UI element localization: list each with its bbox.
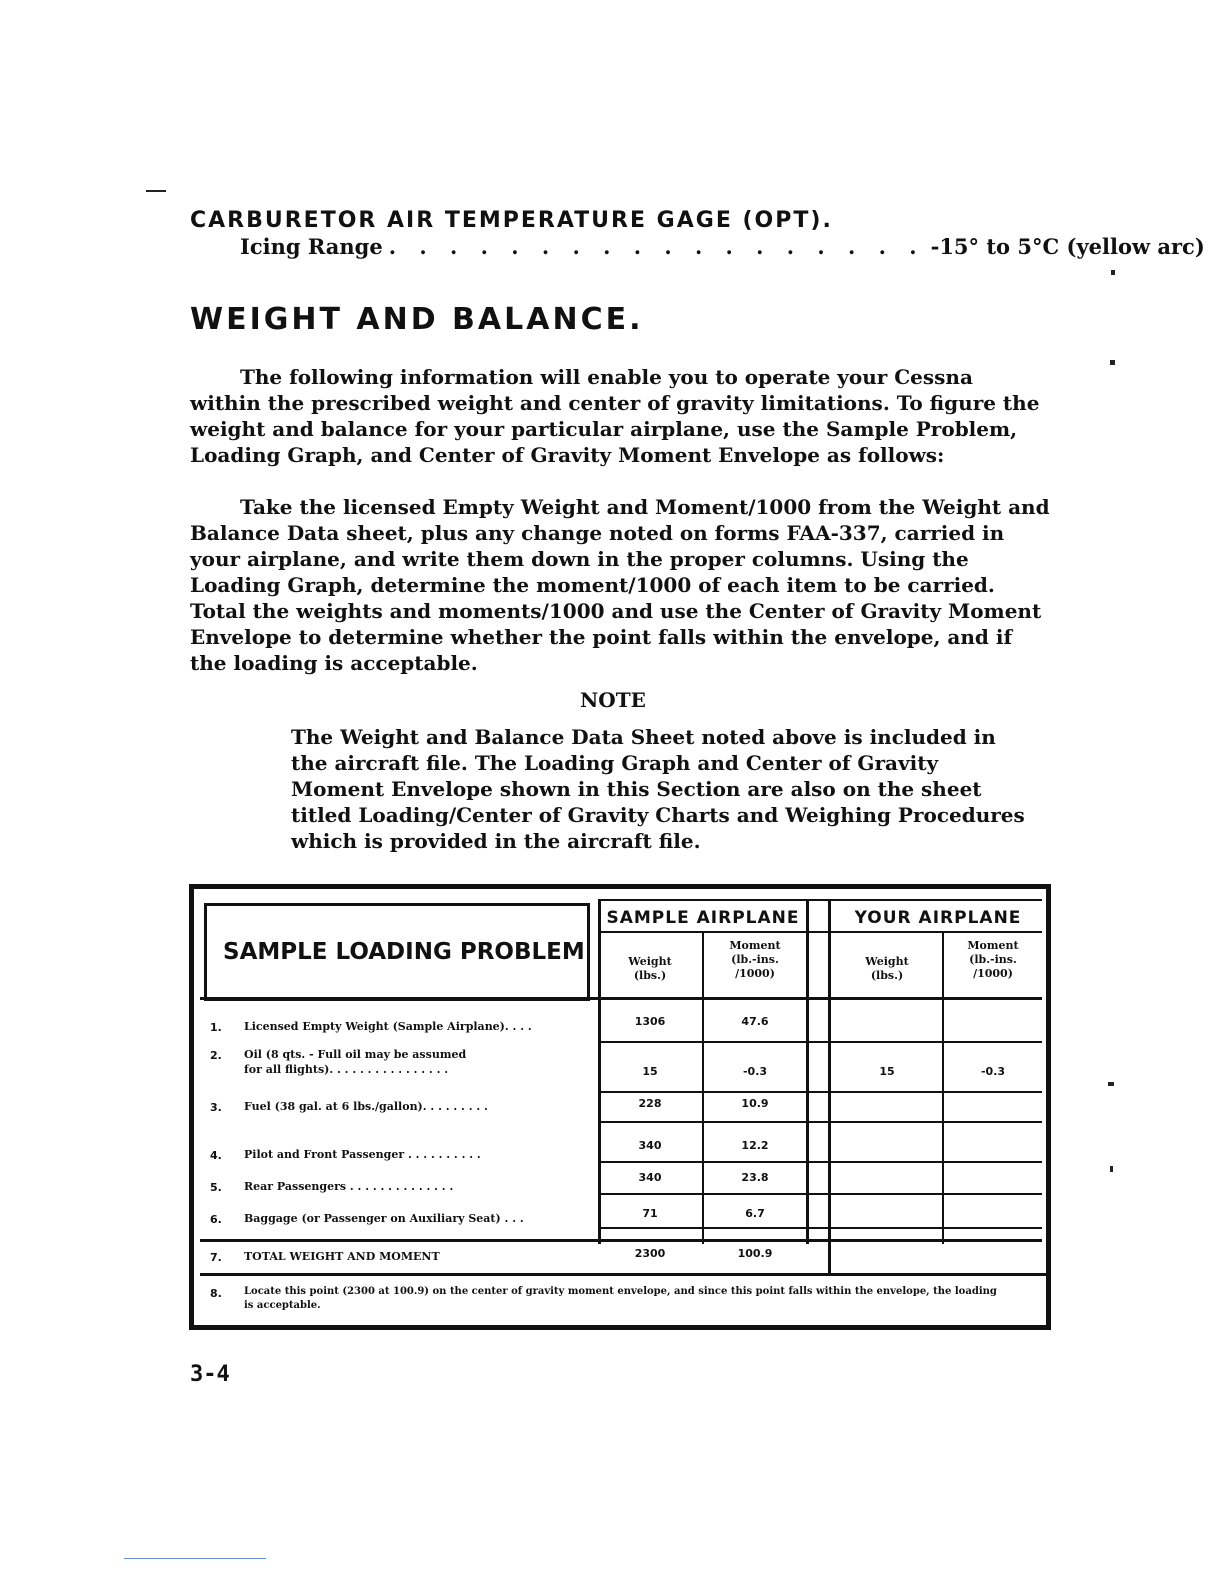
your-weight-head: Weight (lbs.) — [865, 955, 909, 982]
row-label: Pilot and Front Passenger . . . . . . . . . . — [244, 1148, 481, 1161]
sample-weight-cell: 228 — [638, 1097, 662, 1110]
margin-mark — [1110, 360, 1115, 365]
your-airplane-header: YOUR AIRPLANE — [854, 908, 1022, 928]
row-number: 7. — [210, 1251, 222, 1264]
sample-loading-table — [189, 884, 1051, 1330]
row-label: Rear Passengers . . . . . . . . . . . . . . — [244, 1180, 454, 1193]
margin-mark — [1110, 1166, 1113, 1172]
row-number: 2. — [210, 1049, 222, 1062]
sample-moment-cell: 10.9 — [741, 1097, 769, 1110]
sample-moment-cell: 6.7 — [745, 1207, 765, 1220]
row-number: 8. — [210, 1287, 222, 1300]
sample-airplane-header: SAMPLE AIRPLANE — [606, 908, 800, 928]
intro-paragraph: The following information will enable you to operate your Cessna within the prescribed weight and center of gravity limitations. To figure the weight and balance for your particular airplane, use the Sample Problem, Loading Graph, and Center of Gravity Moment Envelope as follows: — [190, 365, 1040, 467]
note-body: The Weight and Balance Data Sheet noted above is included in the aircraft file. The Loading Graph and Center of Gravity Moment Envelope shown in this Section are also on the sheet titled Loading/Center of Gravity Charts and Weighing Procedures which is provided in the aircraft file. — [291, 725, 1025, 853]
sample-weight-cell: 71 — [642, 1207, 658, 1220]
sample-weight-cell: 340 — [638, 1139, 662, 1152]
total-moment-cell: 100.9 — [737, 1247, 773, 1260]
note-title: NOTE — [580, 688, 646, 712]
row-label: Licensed Empty Weight (Sample Airplane). . . . — [244, 1020, 532, 1033]
icing-label: Icing Range — [240, 234, 383, 259]
row-label: Fuel (38 gal. at 6 lbs./gallon). . . . . . . . . — [244, 1100, 488, 1113]
sample-weight-cell: 340 — [638, 1171, 662, 1184]
margin-mark — [1108, 1082, 1114, 1086]
total-weight-cell: 2300 — [634, 1247, 666, 1260]
row-number: 4. — [210, 1149, 222, 1162]
row-number: 3. — [210, 1101, 222, 1114]
row-number: 6. — [210, 1213, 222, 1226]
step8-text: Locate this point (2300 at 100.9) on the center of gravity moment envelope, and since this point falls within the envelope, the loading is acceptable. — [244, 1286, 997, 1311]
sample-weight-cell: 15 — [642, 1065, 658, 1078]
row-number: 1. — [210, 1021, 222, 1034]
your-moment-head: Moment (lb.-ins. /1000) — [967, 939, 1019, 980]
margin-mark — [124, 1558, 266, 1559]
leader-dots: . . . . . . . . . . . . . . . . . . — [388, 234, 925, 259]
row-label: Baggage (or Passenger on Auxiliary Seat) . . . — [244, 1212, 524, 1225]
sample-moment-cell: 12.2 — [741, 1139, 769, 1152]
row-number: 5. — [210, 1181, 222, 1194]
margin-mark — [1111, 270, 1115, 275]
sample-moment-head: Moment (lb.-ins. /1000) — [729, 939, 781, 980]
sample-weight-cell: 1306 — [634, 1015, 666, 1028]
icing-range-row — [240, 234, 1205, 259]
table-title: SAMPLE LOADING PROBLEM — [204, 903, 590, 1001]
total-row-label: TOTAL WEIGHT AND MOMENT — [244, 1250, 440, 1263]
row-label: Oil (8 qts. - Full oil may be assumed for all flights). . . . . . . . . . . . . . . . — [244, 1048, 467, 1076]
your-moment-cell: -0.3 — [980, 1065, 1006, 1078]
margin-mark — [146, 190, 166, 192]
your-weight-cell: 15 — [879, 1065, 895, 1078]
page-number: 3-4 — [190, 1362, 230, 1387]
sample-moment-cell: 47.6 — [741, 1015, 769, 1028]
sample-moment-cell: -0.3 — [742, 1065, 768, 1078]
section-heading: WEIGHT AND BALANCE. — [190, 302, 644, 337]
sample-moment-cell: 23.8 — [741, 1171, 769, 1184]
carb-heading: CARBURETOR AIR TEMPERATURE GAGE (OPT). — [190, 208, 833, 233]
sample-weight-head: Weight (lbs.) — [628, 955, 672, 982]
icing-value: -15° to 5°C (yellow arc) — [930, 234, 1205, 259]
procedure-paragraph: Take the licensed Empty Weight and Moment/1000 from the Weight and Balance Data sheet, plus any change noted on forms FAA-337, carried in your airplane, and write them down in the proper columns. Using the Loading Graph, determine the moment/1000 of each item to be carried. Total the weights and moments/1000 and use the Center of Gravity Moment Envelope to determine whether the point falls within the envelope, and if the loading is acceptable. — [190, 495, 1050, 675]
